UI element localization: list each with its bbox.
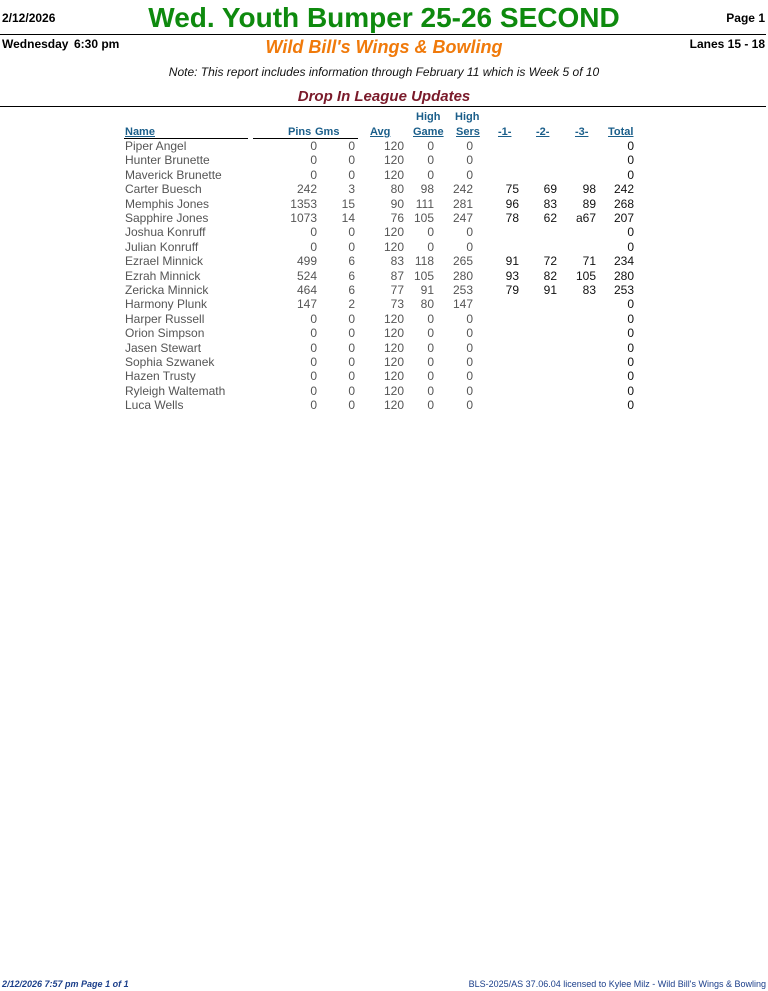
bowler-name: Sapphire Jones xyxy=(125,211,209,225)
average-value: 120 xyxy=(383,311,404,326)
total-score: 0 xyxy=(627,398,634,413)
bowler-name: Ryleigh Waltemath xyxy=(125,383,226,398)
bowling-center-name: Wild Bill's Wings & Bowling xyxy=(265,37,503,57)
high-game-value: 105 xyxy=(413,268,434,283)
average-value: 77 xyxy=(390,283,404,297)
col-header-avg: Avg xyxy=(370,126,391,138)
total-score: 0 xyxy=(627,139,634,153)
total-score: 0 xyxy=(627,239,634,254)
game1-score: 96 xyxy=(505,196,519,211)
high-game-value: 0 xyxy=(427,355,434,369)
games-value: 2 xyxy=(348,297,355,312)
high-series-value: 253 xyxy=(452,283,473,297)
high-game-value: 98 xyxy=(420,182,434,197)
bowler-name: Ezrah Minnick xyxy=(125,268,201,283)
pins-value: 1353 xyxy=(290,196,317,211)
game2-score: 62 xyxy=(543,211,557,225)
pins-value: 0 xyxy=(310,225,317,240)
lanes-label: Lanes 15 - 18 xyxy=(689,37,765,51)
footer-license: BLS-2025/AS 37.06.04 licensed to Kylee Milz - Wild Bill's Wings & Bowling xyxy=(468,979,766,989)
pins-value: 0 xyxy=(310,311,317,326)
average-value: 76 xyxy=(390,211,404,225)
table-row xyxy=(0,355,768,369)
games-value: 0 xyxy=(348,355,355,369)
game3-score: 105 xyxy=(575,268,596,283)
pins-value: 1073 xyxy=(290,211,317,225)
average-value: 120 xyxy=(383,153,404,168)
table-row xyxy=(0,225,768,239)
col-header-gms: Gms xyxy=(315,126,340,138)
table-row xyxy=(0,398,768,412)
total-score: 0 xyxy=(627,355,634,369)
average-value: 120 xyxy=(383,167,404,182)
table-row xyxy=(0,197,768,211)
games-value: 15 xyxy=(341,196,355,211)
table-row xyxy=(0,240,768,254)
average-value: 120 xyxy=(383,326,404,341)
pins-value: 0 xyxy=(310,139,317,153)
col-header-pins: Pins xyxy=(288,126,312,138)
game3-score: 89 xyxy=(582,196,596,211)
page-number: Page 1 xyxy=(726,11,765,25)
game3-score: 71 xyxy=(582,254,596,269)
games-value: 6 xyxy=(348,283,355,297)
games-value: 0 xyxy=(348,369,355,384)
high-game-value: 118 xyxy=(414,254,434,269)
average-value: 73 xyxy=(390,297,404,312)
pins-value: 0 xyxy=(310,355,317,369)
games-value: 6 xyxy=(348,254,355,269)
games-value: 0 xyxy=(348,153,355,168)
col-header-name: Name xyxy=(125,126,155,138)
col-header-total: Total xyxy=(608,126,634,138)
footer-print-info: 2/12/2026 7:57 pm Page 1 of 1 xyxy=(2,979,129,989)
league-day: Wednesday xyxy=(2,37,69,51)
bowler-name: Hazen Trusty xyxy=(125,369,196,384)
games-value: 14 xyxy=(341,211,355,225)
high-game-value: 0 xyxy=(427,383,434,398)
bowler-name: Piper Angel xyxy=(125,139,187,153)
high-series-value: 0 xyxy=(466,398,473,413)
high-series-value: 0 xyxy=(466,369,473,384)
high-game-value: 0 xyxy=(427,225,434,240)
high-game-value: 105 xyxy=(413,211,434,225)
table-row xyxy=(0,297,768,311)
bowler-name: Orion Simpson xyxy=(125,326,205,341)
total-score: 268 xyxy=(613,196,634,211)
high-series-value: 247 xyxy=(452,211,473,225)
average-value: 120 xyxy=(383,355,404,369)
high-series-value: 242 xyxy=(452,182,473,197)
high-series-value: 0 xyxy=(466,167,473,182)
report-date: 2/12/2026 xyxy=(2,11,56,25)
high-series-value: 0 xyxy=(466,139,473,153)
bowler-name: Harmony Plunk xyxy=(125,297,208,312)
total-score: 280 xyxy=(613,268,634,283)
high-series-value: 265 xyxy=(452,254,473,269)
section-divider xyxy=(0,106,766,107)
total-score: 253 xyxy=(613,283,634,297)
high-game-value: 0 xyxy=(427,369,434,384)
game2-score: 72 xyxy=(543,254,557,269)
table-row xyxy=(0,384,768,398)
average-value: 120 xyxy=(383,383,404,398)
bowler-name: Jasen Stewart xyxy=(125,340,202,355)
games-value: 0 xyxy=(348,167,355,182)
high-game-value: 0 xyxy=(427,326,434,341)
high-series-value: 0 xyxy=(466,153,473,168)
pins-value: 0 xyxy=(310,239,317,254)
pins-value: 0 xyxy=(310,167,317,182)
high-game-value: 0 xyxy=(427,139,434,153)
high-game-value: 80 xyxy=(420,297,434,312)
high-game-value: 0 xyxy=(427,398,434,413)
game3-score: a67 xyxy=(575,211,596,225)
pins-value: 0 xyxy=(310,326,317,341)
high-series-value: 0 xyxy=(466,326,473,341)
total-score: 242 xyxy=(613,182,634,197)
bowler-name: Maverick Brunette xyxy=(125,167,222,182)
game1-score: 79 xyxy=(505,283,519,297)
total-score: 0 xyxy=(627,369,634,384)
table-row xyxy=(0,269,768,283)
high-game-value: 0 xyxy=(427,239,434,254)
game1-score: 91 xyxy=(505,254,519,269)
high-series-value: 0 xyxy=(466,225,473,240)
pins-value: 0 xyxy=(310,153,317,168)
games-value: 3 xyxy=(348,182,355,197)
bowler-name: Zericka Minnick xyxy=(125,283,209,297)
high-game-value: 0 xyxy=(427,167,434,182)
games-value: 0 xyxy=(348,398,355,413)
pins-value: 0 xyxy=(310,369,317,384)
bowler-name: Joshua Konruff xyxy=(125,225,206,240)
game3-score: 98 xyxy=(582,182,596,197)
games-value: 0 xyxy=(348,311,355,326)
bowler-name: Sophia Szwanek xyxy=(125,355,215,369)
average-value: 90 xyxy=(390,196,404,211)
col-header-high-1: High xyxy=(416,111,441,123)
average-value: 120 xyxy=(383,398,404,413)
total-score: 0 xyxy=(627,225,634,240)
high-game-value: 0 xyxy=(427,340,434,355)
games-value: 0 xyxy=(348,139,355,153)
col-header-game2: -2- xyxy=(536,126,550,138)
average-value: 83 xyxy=(390,254,404,269)
bowler-name: Hunter Brunette xyxy=(125,153,210,168)
pins-value: 0 xyxy=(310,383,317,398)
pins-value: 499 xyxy=(296,254,317,269)
col-header-high-2: High xyxy=(455,111,480,123)
game2-score: 69 xyxy=(543,182,557,197)
game2-score: 91 xyxy=(543,283,557,297)
high-series-value: 147 xyxy=(452,297,473,312)
game3-score: 83 xyxy=(582,283,596,297)
total-score: 0 xyxy=(627,326,634,341)
games-value: 0 xyxy=(348,383,355,398)
col-header-sers: Sers xyxy=(456,126,480,138)
league-time: 6:30 pm xyxy=(74,37,120,51)
bowler-name: Julian Konruff xyxy=(125,239,199,254)
high-series-value: 0 xyxy=(466,311,473,326)
bowler-name: Luca Wells xyxy=(125,398,184,413)
col-header-game: Game xyxy=(413,126,444,138)
high-game-value: 0 xyxy=(427,153,434,168)
average-value: 120 xyxy=(383,225,404,240)
high-game-value: 0 xyxy=(427,311,434,326)
game1-score: 93 xyxy=(505,268,519,283)
table-row xyxy=(0,312,768,326)
game1-score: 75 xyxy=(505,182,519,197)
total-score: 0 xyxy=(627,340,634,355)
high-series-value: 0 xyxy=(466,355,473,369)
average-value: 120 xyxy=(383,340,404,355)
table-row xyxy=(0,326,768,340)
high-game-value: 91 xyxy=(420,283,434,297)
col-header-game1: -1- xyxy=(498,126,512,138)
bowler-name: Harper Russell xyxy=(125,311,205,326)
table-row xyxy=(0,182,768,196)
section-title: Drop In League Updates xyxy=(297,88,471,105)
total-score: 0 xyxy=(627,167,634,182)
table-row xyxy=(0,153,768,167)
pins-value: 464 xyxy=(296,283,317,297)
average-value: 120 xyxy=(383,139,404,153)
total-score: 0 xyxy=(627,297,634,312)
average-value: 87 xyxy=(390,268,404,283)
league-title: Wed. Youth Bumper 25-26 SECOND xyxy=(148,2,620,33)
col-header-game3: -3- xyxy=(575,126,589,138)
total-score: 207 xyxy=(613,211,634,225)
table-row xyxy=(0,211,768,225)
total-score: 234 xyxy=(613,254,634,269)
report-note: Note: This report includes information through February 11 which is Week 5 of 10 xyxy=(168,65,600,79)
table-row xyxy=(0,168,768,182)
pins-value: 524 xyxy=(296,268,317,283)
average-value: 80 xyxy=(390,182,404,197)
high-series-value: 0 xyxy=(466,340,473,355)
total-score: 0 xyxy=(627,383,634,398)
pins-value: 0 xyxy=(310,340,317,355)
table-row xyxy=(0,283,768,297)
bowler-name: Ezrael Minnick xyxy=(125,254,204,269)
pins-value: 0 xyxy=(310,398,317,413)
bowler-name: Carter Buesch xyxy=(125,182,202,197)
games-value: 0 xyxy=(348,326,355,341)
bowler-name: Memphis Jones xyxy=(125,196,210,211)
games-value: 0 xyxy=(348,340,355,355)
high-series-value: 280 xyxy=(452,268,473,283)
table-row xyxy=(0,341,768,355)
high-series-value: 0 xyxy=(466,239,473,254)
pins-value: 242 xyxy=(296,182,317,197)
header-divider xyxy=(0,34,766,35)
pins-value: 147 xyxy=(296,297,317,312)
high-series-value: 281 xyxy=(452,196,473,211)
total-score: 0 xyxy=(627,153,634,168)
games-value: 6 xyxy=(348,268,355,283)
game2-score: 83 xyxy=(543,196,557,211)
table-row xyxy=(0,139,768,153)
high-game-value: 111 xyxy=(415,196,434,211)
games-value: 0 xyxy=(348,225,355,240)
table-row xyxy=(0,254,768,268)
game1-score: 78 xyxy=(505,211,519,225)
total-score: 0 xyxy=(627,311,634,326)
average-value: 120 xyxy=(383,239,404,254)
table-row xyxy=(0,369,768,383)
average-value: 120 xyxy=(383,369,404,384)
games-value: 0 xyxy=(348,239,355,254)
high-series-value: 0 xyxy=(466,383,473,398)
game2-score: 82 xyxy=(543,268,557,283)
